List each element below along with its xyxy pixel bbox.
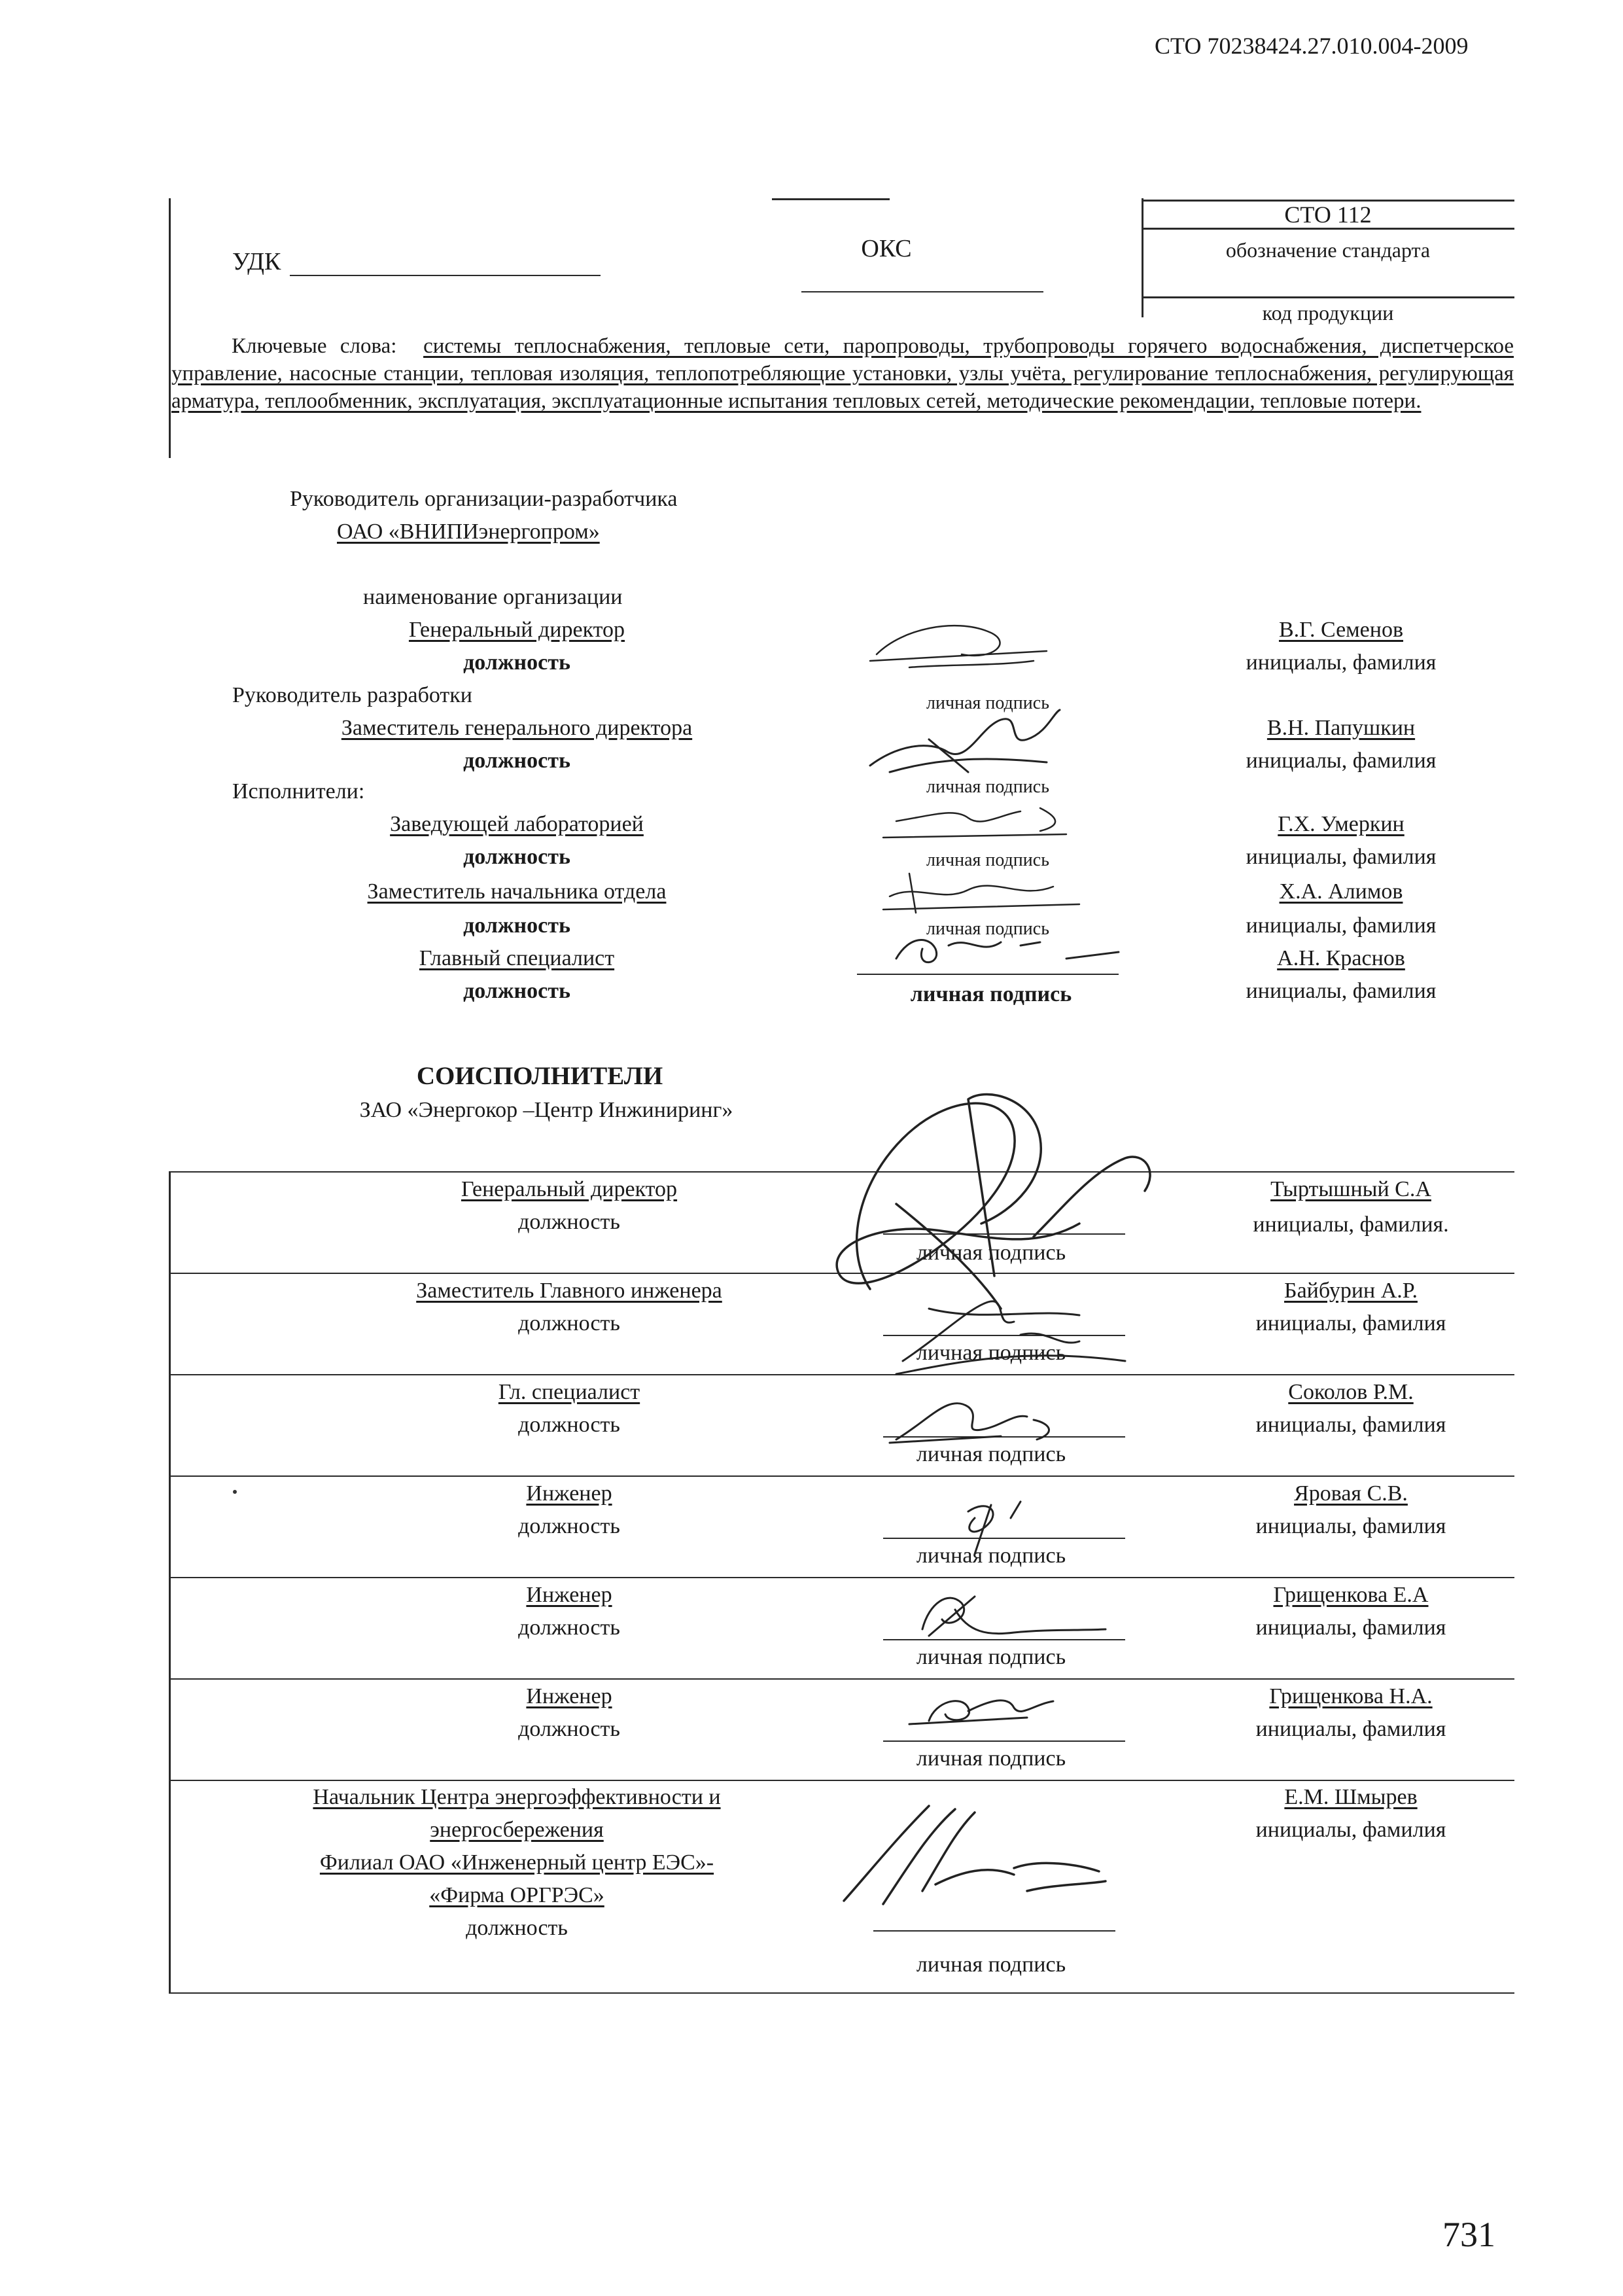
dev-position-caption: должность (463, 845, 570, 869)
dev-signature-caption: личная подпись (910, 982, 1072, 1006)
coexec-name: Грищенкова Е.А (1273, 1583, 1429, 1607)
coexec-position-caption: должность (518, 1311, 620, 1335)
signature-line (883, 1740, 1125, 1742)
dev-name: В.Г. Семенов (1278, 618, 1404, 642)
table-bottom-line (169, 1992, 1514, 1994)
dev-position: Заведующей лабораторией (390, 812, 644, 836)
table-row-line (169, 1374, 1514, 1375)
coexec-last-position-caption: должность (466, 1916, 568, 1940)
signature-image (870, 864, 1086, 916)
developer-org-caption: наименование организации (363, 585, 623, 609)
coexec-name: Яровая С.В. (1294, 1481, 1408, 1506)
frame-left-line-bottom (169, 1171, 171, 1992)
coexec-name-caption: инициалы, фамилия (1255, 1616, 1446, 1640)
table-row-line (169, 1475, 1514, 1477)
coexec-position-caption: должность (518, 1616, 620, 1640)
dev-position: Заместитель начальника отдела (367, 879, 667, 904)
coexec-last-position-line: «Фирма ОРГРЭС» (429, 1883, 604, 1907)
signature-image (883, 1682, 1125, 1734)
coexec-signature-caption: личная подпись (916, 1341, 1066, 1365)
dev-name: Г.Х. Умеркин (1278, 812, 1405, 836)
coexec-position: Заместитель Главного инженера (416, 1279, 722, 1303)
oks-label: ОКС (861, 235, 912, 262)
coexec-name: Тыртышный С.А (1270, 1177, 1431, 1201)
coexec-name-caption: инициалы, фамилия (1255, 1311, 1446, 1335)
product-code-caption: код продукции (1262, 301, 1394, 325)
page-number: 731 (1442, 2215, 1495, 2254)
frame-divider-line (1142, 198, 1143, 317)
signature-image (864, 1282, 1178, 1387)
keywords-label: Ключевые слова: (232, 334, 397, 358)
coexec-name-caption: инициалы, фамилия. (1253, 1212, 1449, 1237)
dev-position: Генеральный директор (408, 618, 625, 642)
developer-org-name: ОАО «ВНИПИэнергопром» (337, 520, 600, 544)
keywords-text: системы теплоснабжения, тепловые сети, паропроводы, трубопроводы горячего водоснабжения, диспетчерское управление, насосные станции, тепловая изоляция, теплопотребляющие установки, узлы учёта, регулирование теплоснабжения, регулирующая арматура, теплообменник, эксплуатация, эксплуатационные испытания тепловых сетей, методические рекомендации, тепловые потери. (171, 334, 1514, 413)
coexec-last-position-line: энергосбережения (430, 1818, 604, 1842)
coexec-name-caption: инициалы, фамилия (1255, 1514, 1446, 1538)
coexec-position: Гл. специалист (498, 1380, 640, 1404)
keywords-paragraph (171, 332, 1514, 415)
dev-position-caption: должность (463, 979, 570, 1003)
dev-signature-caption: личная подпись (926, 850, 1049, 870)
dev-position: Главный специалист (419, 946, 615, 970)
coexec-last-name-caption: инициалы, фамилия (1255, 1818, 1446, 1842)
coexec-position-caption: должность (518, 1210, 620, 1234)
scan-speck (233, 1490, 237, 1494)
dev-name-caption: инициалы, фамилия (1246, 749, 1437, 773)
signature-image (935, 1485, 1066, 1557)
coexec-name: Грищенкова Н.А. (1269, 1684, 1433, 1708)
coexec-last-signature-caption: личная подпись (916, 1952, 1066, 1977)
dev-position-caption: должность (463, 749, 570, 773)
coexec-signature-caption: личная подпись (916, 1442, 1066, 1466)
table-row-line (169, 1577, 1514, 1578)
designation-line (1142, 296, 1514, 298)
udk-label: УДК (232, 248, 281, 275)
coexec-position-caption: должность (518, 1413, 620, 1437)
dev-position: Заместитель генерального директора (341, 716, 693, 740)
coexec-name: Соколов Р.М. (1288, 1380, 1414, 1404)
coexec-name-caption: инициалы, фамилия (1255, 1413, 1446, 1437)
coexec-signature-caption: личная подпись (916, 1746, 1066, 1771)
coexec-name-caption: инициалы, фамилия (1255, 1717, 1446, 1741)
coexec-signature-caption: личная подпись (916, 1544, 1066, 1568)
signature-image (850, 700, 1073, 779)
dev-name-caption: инициалы, фамилия (1246, 979, 1437, 1003)
dev-signature-caption: личная подпись (926, 919, 1049, 939)
dev-name: В.Н. Папушкин (1266, 716, 1416, 740)
signature-image (831, 1793, 1119, 1917)
dev-name-caption: инициалы, фамилия (1246, 913, 1437, 938)
coexecutors-title: СОИСПОЛНИТЕЛИ (416, 1062, 663, 1090)
oks-field-line (801, 291, 1043, 292)
frame-left-line-top (169, 198, 171, 458)
frame-top-short-line (772, 198, 890, 200)
dev-lead-label: Руководитель разработки (232, 683, 472, 707)
table-row-line (169, 1678, 1514, 1680)
developer-head-label: Руководитель организации-разработчика (290, 487, 678, 511)
sto-number: СТО 112 (1284, 202, 1372, 228)
standard-designation-caption: обозначение стандарта (1225, 238, 1431, 262)
coexec-position-caption: должность (518, 1717, 620, 1741)
coexec-last-position-line: Начальник Центра энергоэффективности и (313, 1785, 721, 1809)
coexec-position: Инженер (526, 1684, 612, 1708)
coexec-last-name: Е.М. Шмырев (1284, 1785, 1418, 1809)
signature-image (850, 615, 1066, 674)
executors-label: Исполнители: (232, 779, 365, 804)
dev-position-caption: должность (463, 650, 570, 675)
coexecutors-org-name: ЗАО «Энергокор –Центр Инжиниринг» (359, 1098, 733, 1122)
coexec-position: Инженер (526, 1583, 612, 1607)
coexec-signature-caption: личная подпись (916, 1645, 1066, 1669)
document-code: СТО 70238424.27.010.004-2009 (1155, 33, 1469, 59)
dev-signature-caption: личная подпись (926, 777, 1049, 797)
coexec-position-caption: должность (518, 1514, 620, 1538)
coexec-name: Байбурин А.Р. (1284, 1279, 1418, 1303)
signature-line (873, 1930, 1115, 1932)
dev-signature-caption: личная подпись (926, 693, 1049, 713)
table-row-line (169, 1780, 1514, 1781)
dev-name-caption: инициалы, фамилия (1246, 845, 1437, 869)
coexec-signature-caption: личная подпись (916, 1241, 1066, 1265)
signature-image (870, 923, 1132, 975)
signature-image (870, 795, 1079, 847)
udk-field-line (290, 275, 601, 276)
dev-position-caption: должность (463, 913, 570, 938)
coexec-position: Генеральный директор (461, 1177, 678, 1201)
signature-image (870, 1381, 1079, 1453)
sto-number-line (1142, 228, 1514, 230)
signature-image (883, 1583, 1119, 1642)
dev-name: Х.А. Алимов (1279, 879, 1403, 904)
dev-name: А.Н. Краснов (1277, 946, 1405, 970)
coexec-last-position-line: Филиал ОАО «Инженерный центр ЕЭС»- (319, 1850, 714, 1875)
dev-name-caption: инициалы, фамилия (1246, 650, 1437, 675)
coexec-position: Инженер (526, 1481, 612, 1506)
